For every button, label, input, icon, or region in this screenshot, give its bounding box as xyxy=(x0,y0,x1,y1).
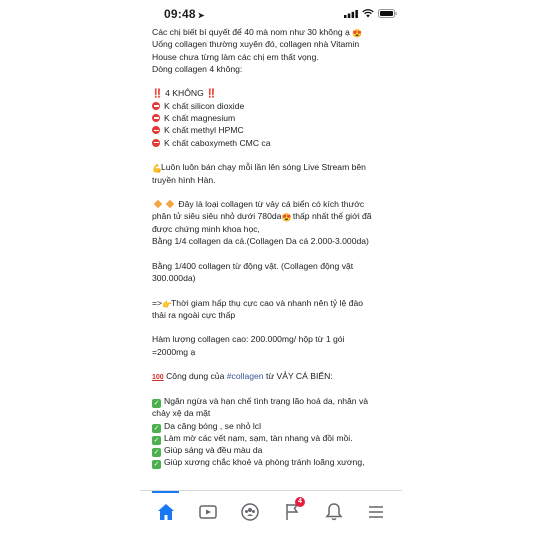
notifications-tab[interactable] xyxy=(323,501,345,523)
no-entry-icon xyxy=(152,139,160,147)
hundred-points-icon: 100 xyxy=(152,374,164,382)
home-icon xyxy=(155,501,177,523)
flexed-arm-icon: 💪 xyxy=(152,164,162,174)
list-item: K chất magnesium xyxy=(152,112,396,124)
diamond-icon xyxy=(166,200,174,208)
wifi-icon xyxy=(362,9,374,18)
no-entry-icon xyxy=(152,126,160,134)
active-tab-indicator xyxy=(152,491,179,493)
post-line: Đây là loại collagen từ vảy cá biển có kích thước xyxy=(152,198,396,210)
post-line: Bằng 1/4 collagen da cá.(Collagen Da cá 2.000-3.000da) xyxy=(152,236,369,247)
phone-screen xyxy=(140,0,402,543)
post-line: Các chị biết bí quyết để 40 mà nom như 30 không ạ 😍 xyxy=(152,27,363,38)
pages-tab[interactable] xyxy=(281,498,303,523)
post-body xyxy=(152,26,396,469)
post-line: phân tử siêu siêu nhỏ dưới 780da😍 thấp nhất thế giới đã xyxy=(152,211,372,223)
notification-badge: 4 xyxy=(295,497,305,507)
watch-tab[interactable] xyxy=(197,501,219,523)
list-item: ✓ Làm mờ các vết nạm, sạm, tàn nhang và đồi mồi. xyxy=(153,432,353,444)
check-mark-icon: ✓ xyxy=(153,399,160,407)
battery-icon xyxy=(378,9,397,18)
list-item: ✓ Da căng bóng , se nhỏ lcl xyxy=(153,420,261,432)
hashtag-link[interactable]: #collagen xyxy=(226,371,264,382)
double-exclamation-icon: ‼️ xyxy=(152,88,163,99)
check-mark-icon: ✓ xyxy=(153,424,160,432)
list-item: ✓ Ngăn ngừa và hạn chế tình trạng lão hoá da, nhăn và xyxy=(153,395,369,407)
menu-tab[interactable] xyxy=(365,501,387,523)
no-entry-icon xyxy=(152,114,160,122)
home-tab[interactable] xyxy=(155,501,177,523)
no-entry-icon xyxy=(152,102,160,110)
smiling-face-icon: 😍 xyxy=(281,213,292,223)
post-line: =2000mg ạ xyxy=(152,346,196,357)
smiling-face-icon: 😍 xyxy=(352,29,363,38)
bottom-tab-bar xyxy=(140,490,402,543)
list-item: K chất caboxymeth CMC ca xyxy=(152,137,396,149)
post-line: 300.000da) xyxy=(152,272,196,283)
check-mark-icon: ✓ xyxy=(153,461,160,469)
list-item: K chất methyl HPMC xyxy=(152,124,396,136)
pointing-hand-icon: 👉 xyxy=(162,299,173,309)
post-line: chảy xệ da mặt xyxy=(152,408,211,419)
post-line: 💪Luôn luôn bán chạy mỗi lần lên sóng Live Stream bên xyxy=(152,162,366,174)
status-bar xyxy=(140,0,402,28)
post-line: được chứng minh khoa học, xyxy=(152,223,260,234)
check-mark-icon: ✓ xyxy=(153,436,160,444)
double-exclamation-icon: ‼️ xyxy=(206,88,217,99)
diamond-icon xyxy=(154,200,162,208)
bell-icon xyxy=(323,501,345,523)
groups-tab[interactable] xyxy=(239,501,261,523)
post-line: truyền hình Hàn. xyxy=(152,174,216,185)
hamburger-menu-icon xyxy=(365,501,387,523)
benefits-heading: 100 Công dụng của #collagen từ VẢY CÁ BIỂN: xyxy=(152,371,333,382)
four-no-heading: ‼️ 4 KHÔNG ‼️ xyxy=(152,88,217,99)
post-line: Hàm lượng collagen cao: 200.000mg/ hộp từ 1 gói xyxy=(152,334,345,345)
check-mark-icon: ✓ xyxy=(153,449,160,457)
cellular-signal-icon xyxy=(344,10,358,18)
post-line: thải ra ngoài cực thấp xyxy=(152,309,236,320)
post-line: House chưa từng làm các chị em thất vọng. xyxy=(152,51,319,62)
list-item: ✓ Giúp sáng và đều màu da xyxy=(153,445,263,457)
location-arrow-icon: ➤ xyxy=(197,11,205,20)
post-line: Dòng collagen 4 không: xyxy=(152,63,243,74)
post-line: Uống collagen thường xuyên đó, collagen nhà Vitamin xyxy=(152,39,360,50)
list-item: ✓ Giúp xương chắc khoẻ và phòng tránh loãng xương, xyxy=(153,457,365,469)
post-line: Bằng 1/400 collagen từ động vật. (Collagen động vật xyxy=(152,260,354,271)
watch-icon xyxy=(197,501,219,523)
clock: 09:48 ➤ xyxy=(164,7,205,21)
list-item: K chất silicon dioxide xyxy=(152,100,396,112)
post-line: =>👉Thời giam hấp thụ cực cao và nhanh nên tỷ lệ đào xyxy=(152,297,364,309)
groups-icon xyxy=(239,501,261,523)
